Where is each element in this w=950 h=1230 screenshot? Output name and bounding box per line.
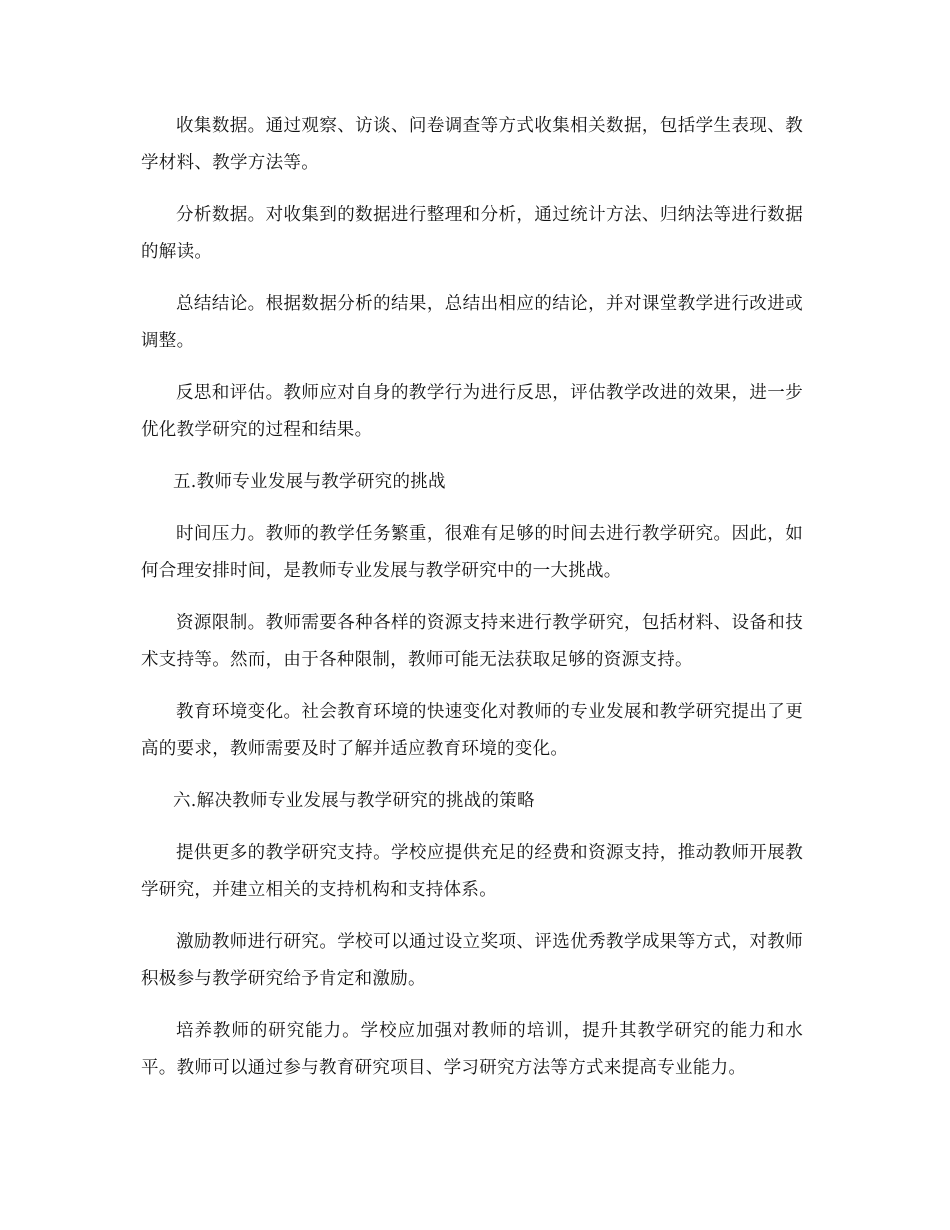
paragraph-motivate-teachers: 激励教师进行研究。学校可以通过设立奖项、评选优秀教学成果等方式，对教师积极参与教学研究给予肯定和激励。 [141,932,803,989]
paragraph-resource-limits: 资源限制。教师需要各种各样的资源支持来进行教学研究，包括材料、设备和技术支持等。然而，由于各种限制，教师可能无法获取足够的资源支持。 [141,613,803,670]
paragraph-environment-change: 教育环境变化。社会教育环境的快速变化对教师的专业发展和教学研究提出了更高的要求，教师需要及时了解并适应教育环境的变化。 [141,702,803,759]
section-heading-five: 五.教师专业发展与教学研究的挑战 [173,472,446,492]
paragraph-time-pressure: 时间压力。教师的教学任务繁重，很难有足够的时间去进行教学研究。因此，如何合理安排时间，是教师专业发展与教学研究中的一大挑战。 [141,524,803,581]
section-heading-six: 六.解决教师专业发展与教学研究的挑战的策略 [173,791,535,811]
document-body [141,108,803,1102]
paragraph-analyze-data: 分析数据。对收集到的数据进行整理和分析，通过统计方法、归纳法等进行数据的解读。 [141,205,803,262]
paragraph-reflect-evaluate: 反思和评估。教师应对自身的教学行为进行反思，评估教学改进的效果，进一步优化教学研究的过程和结果。 [141,383,803,440]
paragraph-cultivate-ability: 培养教师的研究能力。学校应加强对教师的培训，提升其教学研究的能力和水平。教师可以通过参与教育研究项目、学习研究方法等方式来提高专业能力。 [141,1021,803,1078]
paragraph-provide-support: 提供更多的教学研究支持。学校应提供充足的经费和资源支持，推动教师开展教学研究，并建立相关的支持机构和支持体系。 [141,843,803,900]
paragraph-summarize-conclusion: 总结结论。根据数据分析的结果，总结出相应的结论，并对课堂教学进行改进或调整。 [141,294,803,351]
paragraph-collect-data: 收集数据。通过观察、访谈、问卷调查等方式收集相关数据，包括学生表现、教学材料、教学方法等。 [141,116,803,173]
